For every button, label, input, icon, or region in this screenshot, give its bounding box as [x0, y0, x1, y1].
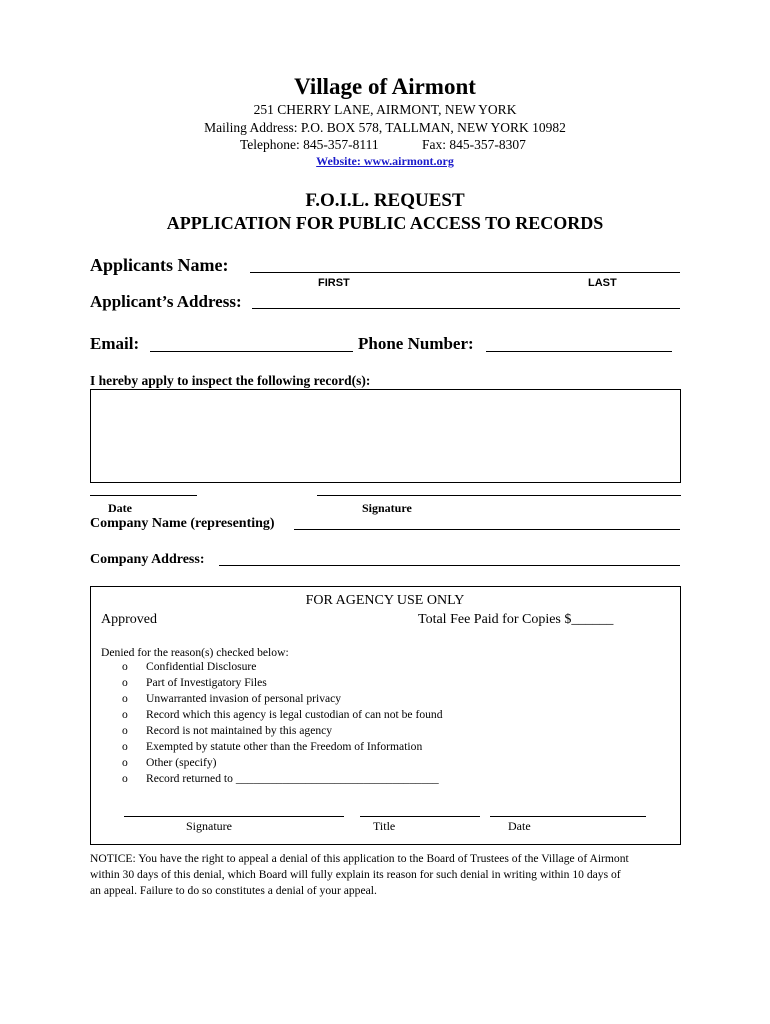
records-label: I hereby apply to inspect the following record(s): — [90, 373, 371, 388]
denied-intro: Denied for the reason(s) checked below: — [101, 646, 289, 659]
company-address-label: Company Address: — [90, 552, 205, 567]
signature-label: Signature — [362, 501, 412, 515]
email-label: Email: — [90, 334, 140, 353]
denial-reason[interactable]: o Record returned to ___________________________________ — [122, 772, 439, 785]
denial-reasons-list — [122, 659, 443, 787]
form-subtitle: APPLICATION FOR PUBLIC ACCESS TO RECORDS — [166, 213, 604, 233]
checkbox-icon: o — [122, 708, 128, 721]
company-name-label: Company Name (representing) — [90, 516, 275, 531]
street-address: 251 CHERRY LANE, AIRMONT, NEW YORK — [253, 102, 517, 117]
website-link[interactable]: Website: www.airmont.org — [316, 154, 454, 168]
agency-signature-field[interactable] — [124, 816, 344, 817]
date-label: Date — [108, 501, 132, 515]
checkbox-icon: o — [122, 740, 128, 753]
approved-label: Approved — [101, 612, 157, 627]
form-title: F.O.I.L. REQUEST — [305, 190, 465, 211]
denial-reason[interactable]: o Part of Investigatory Files — [122, 676, 267, 689]
agency-heading: FOR AGENCY USE ONLY — [305, 593, 465, 608]
denial-reason[interactable]: o Unwarranted invasion of personal privacy — [122, 692, 342, 705]
checkbox-icon: o — [122, 772, 128, 785]
applicant-address-label: Applicant’s Address: — [90, 292, 242, 311]
village-title: Village of Airmont — [294, 74, 476, 99]
telephone: Telephone: 845-357-8111 — [240, 137, 379, 152]
applicant-name-field[interactable] — [250, 272, 680, 273]
denial-reason[interactable]: o Confidential Disclosure — [122, 660, 257, 673]
denial-reason[interactable]: o Record is not maintained by this agency — [122, 724, 333, 737]
agency-date-label: Date — [508, 819, 531, 833]
denial-reason[interactable]: o Record which this agency is legal custodian of can not be found — [122, 708, 443, 721]
denial-reason[interactable]: o Other (specify) — [122, 756, 217, 769]
checkbox-icon: o — [122, 692, 128, 705]
mailing-address: Mailing Address: P.O. BOX 578, TALLMAN, NEW YORK 10982 — [204, 120, 566, 135]
last-label: LAST — [588, 277, 617, 289]
email-field[interactable] — [150, 351, 353, 352]
company-name-field[interactable] — [294, 529, 680, 530]
checkbox-icon: o — [122, 676, 128, 689]
applicant-address-field[interactable] — [252, 308, 680, 309]
notice-line-1: NOTICE: You have the right to appeal a denial of this application to the Board of Trustees of the Village of Airmont — [90, 852, 629, 865]
first-label: FIRST — [318, 277, 350, 289]
phone-label: Phone Number: — [358, 334, 474, 353]
agency-title-label: Title — [373, 819, 396, 833]
agency-date-field[interactable] — [490, 816, 646, 817]
signature-field[interactable] — [317, 495, 681, 496]
checkbox-icon: o — [122, 660, 128, 673]
agency-title-field[interactable] — [360, 816, 480, 817]
notice-line-2: within 30 days of this denial, which Board will fully explain its reason for such denial in writing within 10 days of — [90, 868, 621, 881]
company-address-field[interactable] — [219, 565, 680, 566]
checkbox-icon: o — [122, 724, 128, 737]
denial-reason[interactable]: o Exempted by statute other than the Freedom of Information — [122, 740, 423, 753]
notice-line-3: an appeal. Failure to do so constitutes a denial of your appeal. — [90, 884, 377, 897]
date-field[interactable] — [90, 495, 197, 496]
phone-field[interactable] — [486, 351, 672, 352]
checkbox-icon: o — [122, 756, 128, 769]
agency-signature-label: Signature — [186, 819, 232, 833]
applicant-name-label: Applicants Name: — [90, 255, 229, 275]
records-textarea[interactable] — [90, 389, 681, 483]
fee-label: Total Fee Paid for Copies $______ — [418, 612, 614, 627]
fax: Fax: 845-357-8307 — [422, 137, 526, 152]
